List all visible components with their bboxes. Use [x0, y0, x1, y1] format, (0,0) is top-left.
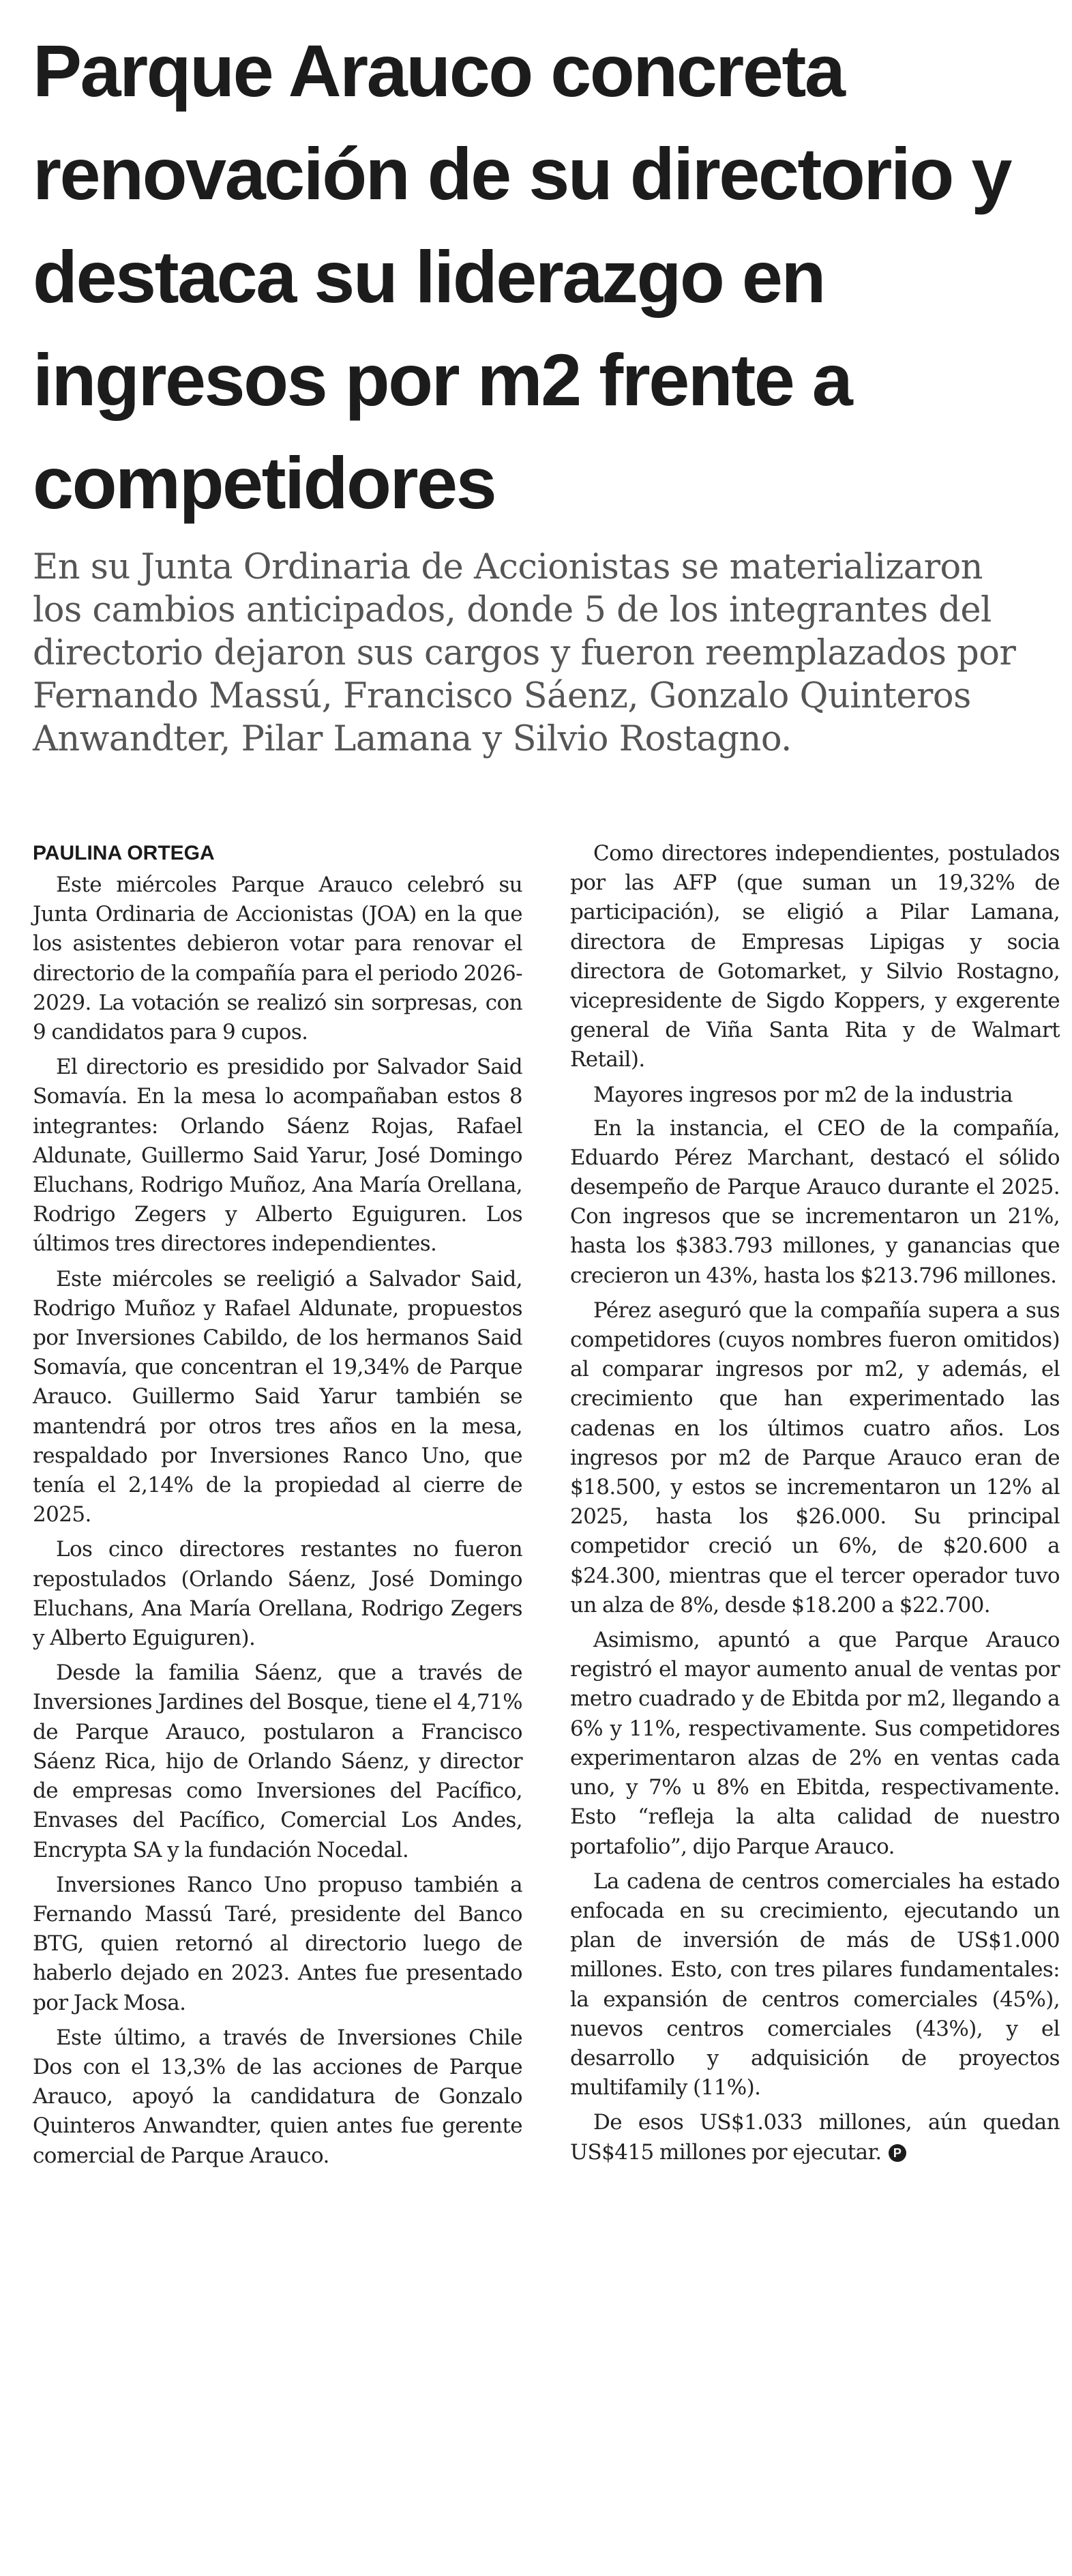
- closing-text: De esos US$1.033 millones, aún quedan US$415 millones por ejecutar.: [570, 2110, 1060, 2165]
- body-paragraph: Pérez aseguró que la compañía supera a sus competidores (cuyos nombres fueron omitidos) al comparar ingresos por m2, y además, el crecimiento que han experimentado las cadenas en los últimos cuatro años. Los ingresos por m2 de Parque Arauco eran de $18.500, y estos se incrementaron un 12% al 2025, hasta los $26.000. Su principal competidor creció un 6%, de $20.600 a $24.300, mientras que el tercer operador tuvo un alza de 8%, desde $18.200 a $22.700.: [570, 1298, 1060, 1618]
- body-paragraph: La cadena de centros comerciales ha estado enfocada en su crecimiento, ejecutando un plan de inversión de más de US$1.000 millones. Esto, con tres pilares fundamentales: la expansión de centros comerciales (45%), nuevos centros comerciales (43%), y el desarrollo y adquisición de proyectos multifamily (11%).: [570, 1869, 1060, 2101]
- body-paragraph: Este miércoles se reeligió a Salvador Said, Rodrigo Muñoz y Rafael Aldunate, propuestos por Inversiones Cabildo, de los hermanos Said Somavía, que concentran el 19,34% de Parque Arauco. Guillermo Said Yarur también se mantendrá por otros tres años en la mesa, respaldado por Inversiones Ranco Uno, que tenía el 2,14% de la propiedad al cierre de 2025.: [33, 1266, 522, 1527]
- closing-paragraph: [570, 2108, 1060, 2167]
- body-paragraph: Este miércoles Parque Arauco celebró su Junta Ordinaria de Accionistas (JOA) en la que los asistentes debieron votar para renovar el directorio de la compañía para el periodo 2026-2029. La votación se realizó sin sorpresas, con 9 candidatos para 9 cupos.: [33, 873, 522, 1045]
- body-paragraph: Inversiones Ranco Uno propuso también a Fernando Massú Taré, presidente del Banco BTG, quien retornó al directorio luego de haberlo dejado en 2023. Antes fue presentado por Jack Mosa.: [33, 1872, 522, 2015]
- body-paragraph: Desde la familia Sáenz, que a través de Inversiones Jardines del Bosque, tiene el 4,71% de Parque Arauco, postularon a Francisco Sáenz Rica, hijo de Orlando Sáenz, y director de empresas como Inversiones del Pacífico, Envases del Pacífico, Comercial Los Andes, Encrypta SA y la fundación Nocedal.: [33, 1660, 522, 1862]
- body-paragraph: Este último, a través de Inversiones Chile Dos con el 13,3% de las acciones de Parque Arauco, apoyó la candidatura de Gonzalo Quinteros Anwandter, quien antes fue gerente comercial de Parque Arauco.: [33, 2025, 522, 2168]
- section-subhead: Mayores ingresos por m2 de la industria: [593, 1082, 1013, 1107]
- right-column: [570, 839, 1060, 2173]
- left-column: [33, 839, 522, 2176]
- body-paragraph: En la instancia, el CEO de la compañía, Eduardo Pérez Marchant, destacó el sólido desempeño de Parque Arauco durante el 2025. Con ingresos que se incrementaron un 21%, hasta los $383.793 millones, y ganancias que crecieron un 43%, hasta los $213.796 millones.: [570, 1115, 1060, 1288]
- byline: PAULINA ORTEGA: [33, 842, 215, 864]
- lead-paragraph: En su Junta Ordinaria de Accionistas se materializaron los cambios anticipados, donde 5 de los integrantes del directorio dejaron sus cargos y fueron reemplazados por Fernando Massú, Francisco Sáenz, Gonzalo Quinteros Anwandter, Pilar Lamana y Silvio Rostagno.: [33, 547, 1016, 759]
- headline: Parque Arauco concreta renovación de su directorio y destaca su liderazgo en ingresos por m2 frente a competidores: [33, 29, 1011, 524]
- body-paragraph: Los cinco directores restantes no fueron repostulados (Orlando Sáenz, José Domingo Eluchans, Ana María Orellana, Rodrigo Zegers y Alberto Eguiguren).: [33, 1537, 522, 1651]
- body-paragraph: Como directores independientes, postulados por las AFP (que suman un 19,32% de participación), se eligió a Pilar Lamana, directora de Empresas Lipigas y socia directora de Gotomarket, y Silvio Rostagno, vicepresidente de Sigdo Koppers, y exgerente general de Viña Santa Rita y de Walmart Retail).: [570, 841, 1060, 1072]
- body-paragraph: Asimismo, apuntó a que Parque Arauco registró el mayor aumento anual de ventas por metro cuadrado y de Ebitda por m2, llegando a 6% y 11%, respectivamente. Sus competidores experimentaron alzas de 2% en ventas cada uno, y 7% u 8% en Ebitda, respectivamente. Esto “refleja la alta calidad de nuestro portafolio”, dijo Parque Arauco.: [570, 1628, 1060, 1859]
- end-mark-icon: P: [889, 2144, 906, 2162]
- body-paragraph: El directorio es presidido por Salvador Said Somavía. En la mesa lo acompañaban estos 8 integrantes: Orlando Sáenz Rojas, Rafael Aldunate, Guillermo Said Yarur, José Domingo Eluchans, Rodrigo Muñoz, Ana María Orellana, Rodrigo Zegers y Alberto Eguiguren. Los últimos tres directores independientes.: [33, 1055, 522, 1257]
